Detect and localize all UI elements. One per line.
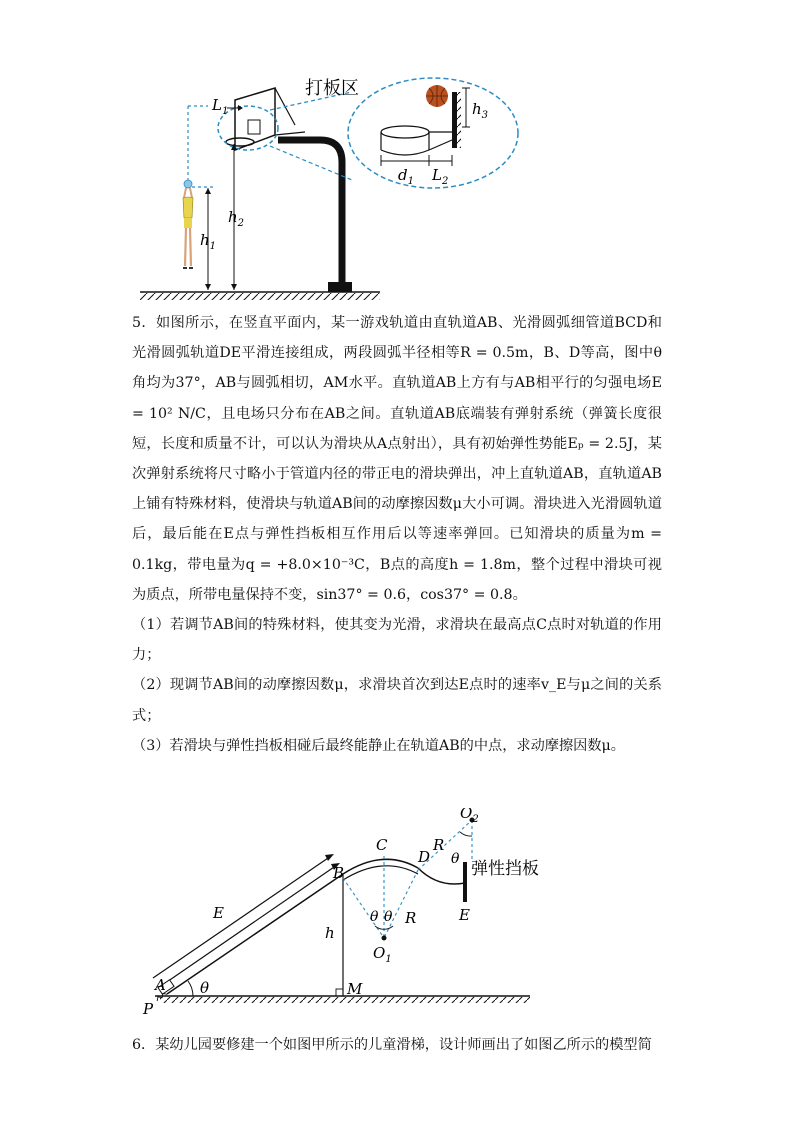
svg-text:R: R	[433, 836, 445, 854]
svg-text:E: E	[213, 904, 224, 922]
svg-text:A: A	[155, 976, 166, 994]
svg-text:θ: θ	[200, 979, 210, 997]
svg-text:h: h	[325, 924, 335, 942]
problem-6: 6．某幼儿园要修建一个如图甲所示的儿童滑梯，设计师画出了如图乙所示的模型简	[132, 1037, 652, 1053]
svg-text:d1: $d_1$	[398, 166, 414, 187]
backboard	[235, 88, 275, 150]
svg-text:E: E	[459, 906, 470, 924]
arc-DE	[418, 868, 465, 884]
player-icon	[183, 180, 193, 268]
baffle-label: 弹性挡板	[471, 859, 539, 879]
field-line-2	[161, 865, 337, 986]
svg-text:B: B	[333, 864, 345, 882]
svg-text:h1: $h_1$	[200, 231, 217, 252]
svg-text:M: M	[347, 980, 363, 998]
track-AB	[167, 874, 343, 994]
question-2: （2）现调节AB间的动摩擦因数μ，求滑块首次到达E点时的速率v_E与μ之间的关系式；	[132, 677, 662, 724]
zoom-board	[452, 92, 457, 148]
ground-hatch	[140, 293, 380, 300]
svg-text:O1: $O_1$	[373, 944, 392, 965]
svg-text:θ: θ	[384, 909, 393, 925]
svg-text:R: R	[405, 909, 417, 927]
problem-5-statement: 5．如图所示，在竖直平面内，某一游戏轨道由直轨道AB、光滑圆弧细管道BCD和光滑圆弧轨道DE平滑连接组成，两段圆弧半径相等R = 0.5m，B、D等高，图中θ角均为37°，AB与圆弧相切，AM水平。直轨道AB上方有与AB相平行的匀强电场E = 10² N/C，且电场只分布在AB之间。直轨道AB底端装有弹射系统（弹簧长度很短，长度和质量不计，可以认为滑块从A点射出），具有初始弹性势能Eₚ = 2.5J，某次弹射系统将尺寸略小于管道内径的带正电的滑块弹出，冲上直轨道AB，直轨道AB上铺有特殊材料，使滑块与轨道AB间的动摩擦因数μ大小可调。滑块进入光滑圆轨道后，最后能在E点与弹性挡板相互作用后以等速率弹回。已知滑块的质量为m = 0.1kg，带电量为q = +8.0×10⁻³C，B点的高度h = 1.8m，整个过程中滑块可视为质点，所带电量保持不变，sin37° = 0.6，cos37° = 0.8。	[132, 315, 662, 603]
svg-text:θ: θ	[451, 851, 460, 867]
svg-text:h3: $h_3$	[472, 100, 489, 121]
field-line-1	[153, 856, 331, 978]
question-3: （3）若滑块与弹性挡板相碰后最终能静止在轨道AB的中点，求动摩擦因数μ。	[132, 737, 625, 754]
svg-text:O2: $O_2$	[460, 808, 479, 825]
zone-label: 打板区	[305, 78, 359, 99]
svg-text:P: P	[143, 1000, 154, 1018]
svg-text:h2: $h_2$	[228, 208, 245, 229]
svg-text:L2: $L_2$	[432, 166, 449, 187]
svg-text:D: D	[418, 848, 431, 866]
svg-text:C: C	[376, 836, 388, 854]
svg-text:L1: $L_1$	[212, 96, 229, 117]
pole-base	[328, 282, 352, 292]
track-figure	[135, 808, 555, 1018]
elastic-baffle	[463, 862, 467, 902]
problem-5	[132, 308, 662, 761]
question-1: （1）若调节AB间的特殊材料，使其变为光滑，求滑块在最高点C点时对轨道的作用力；	[132, 617, 662, 664]
svg-text:θ: θ	[370, 909, 379, 925]
basketball-figure	[130, 70, 530, 305]
